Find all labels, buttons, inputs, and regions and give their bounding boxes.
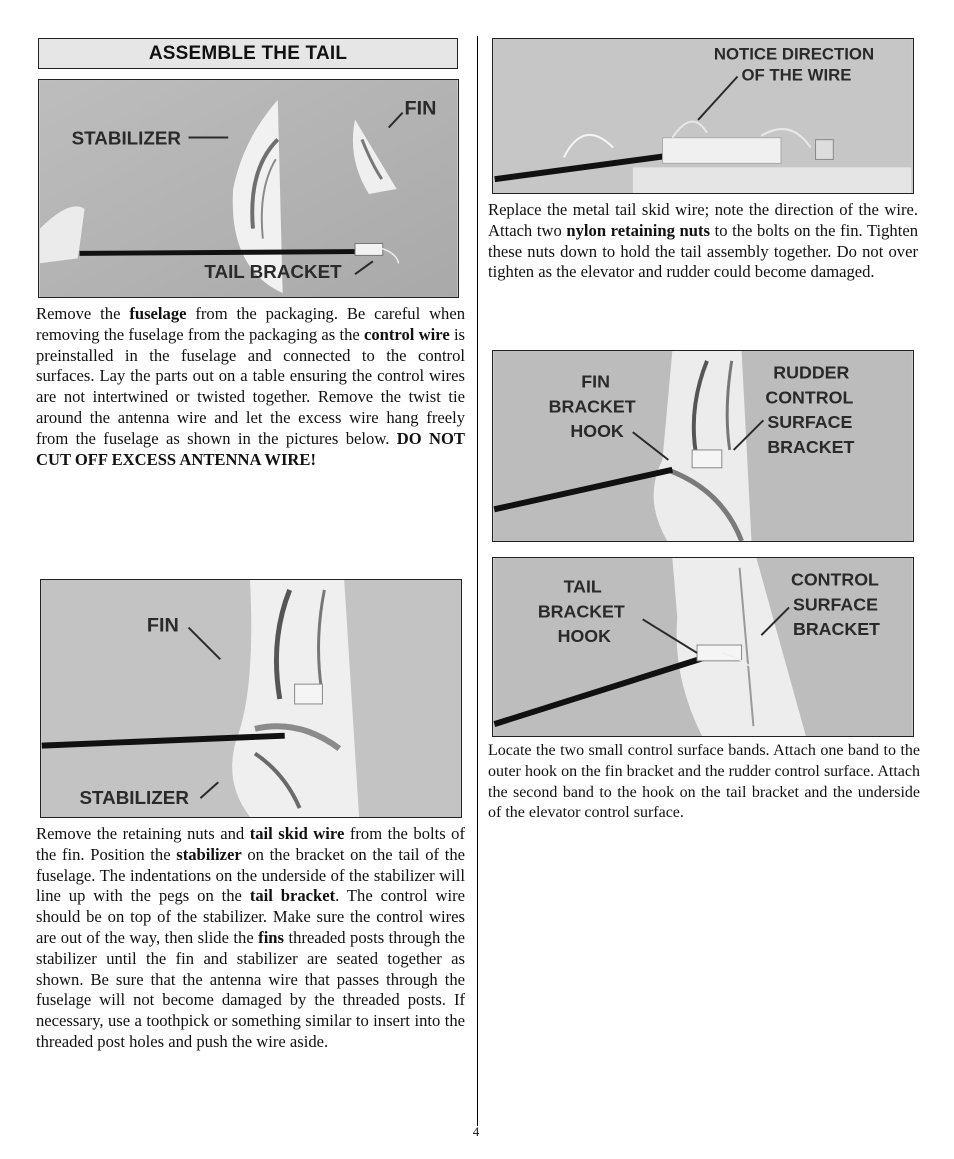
para1-text-1: Remove the xyxy=(36,304,130,323)
label-fin-bracket-hook-2: BRACKET xyxy=(548,396,636,417)
photo-fin-bracket-hook xyxy=(492,350,914,542)
photo-stabilizer-fin xyxy=(40,579,462,818)
label-rudder-bracket-3: SURFACE xyxy=(767,412,853,433)
label-tail-bracket-hook-2: BRACKET xyxy=(537,601,625,622)
paragraph-replace-skid-wire xyxy=(488,200,918,283)
label-stabilizer-2: STABILIZER xyxy=(79,787,189,809)
para2-bold-tail-bracket: tail bracket xyxy=(249,886,336,906)
label-fin-bracket-hook-1: FIN xyxy=(581,371,610,392)
photo-stabilizer-fin-image xyxy=(41,580,461,817)
label-rudder-bracket-2: CONTROL xyxy=(765,387,854,408)
para1-bold-warning: DO NOT CUT OFF EXCESS ANTENNA WIRE! xyxy=(36,428,465,469)
para2-text-1: Remove the retaining nuts and xyxy=(36,824,250,843)
para1-text-2: from the packaging. Be careful when removing the fuselage from the packaging as the xyxy=(36,304,466,344)
label-tail-bracket-hook-1: TAIL xyxy=(563,576,602,597)
page-number: 4 xyxy=(472,1124,480,1139)
para2-text-3: on the bracket on the tail of the fuselage. The indentations on the underside of the stabilizer will line up with the pegs on the xyxy=(36,844,465,906)
photo-tail-bracket-hook-image xyxy=(493,558,913,736)
label-fin-2: FIN xyxy=(146,614,179,637)
photo-wire-direction-image xyxy=(493,39,913,193)
photo-tail-parts-image xyxy=(39,80,458,297)
para1-bold-control-wire: control wire xyxy=(364,324,450,344)
para3-text-1: Replace the metal tail skid wire; note the direction of the wire. Attach two xyxy=(488,200,918,240)
label-control-bracket-3: BRACKET xyxy=(792,619,880,640)
para3-text-2: to the bolts on the fin. Tighten these nuts down to hold the tail assembly together. Do not over tighten as the elevator and rudder could become damaged. xyxy=(488,220,919,282)
para2-text-4: . The control wire should be on top of the stabilizer. Make sure the control wires are out of the way, then slide the xyxy=(36,886,465,947)
section-title xyxy=(38,38,458,69)
photo-tail-bracket-hook xyxy=(492,557,914,737)
para2-text-2: from the bolts of the fin. Position the xyxy=(36,824,466,864)
label-notice-line1: NOTICE DIRECTION xyxy=(713,44,875,64)
column-divider xyxy=(477,36,478,1126)
para2-bold-tail-skid-wire: tail skid wire xyxy=(249,824,345,843)
paragraph-remove-fuselage xyxy=(36,304,465,470)
label-rudder-bracket-1: RUDDER xyxy=(773,362,850,383)
para2-bold-fins: fins xyxy=(258,927,284,947)
photo-wire-direction xyxy=(492,38,914,194)
label-fin-bracket-hook-3: HOOK xyxy=(570,421,624,442)
label-rudder-bracket-4: BRACKET xyxy=(767,436,855,457)
para2-text-5: threaded posts through the stabilizer until the fin and stabilizer are seated together as shown. Be sure that the antenna wire that passes through the fuselage will not become damaged by the threaded posts. If necessary, use a toothpick or something similar to insert into the threaded post holes and push the wire aside. xyxy=(36,927,465,1051)
para3-bold-nylon-nuts: nylon retaining nuts xyxy=(566,220,710,240)
label-tail-bracket: TAIL BRACKET xyxy=(204,261,342,283)
photo-tail-parts xyxy=(38,79,459,298)
para1-bold-fuselage: fuselage xyxy=(129,304,187,323)
label-fin: FIN xyxy=(404,97,437,120)
label-tail-bracket-hook-3: HOOK xyxy=(557,626,611,647)
section-title-text: ASSEMBLE THE TAIL xyxy=(148,42,348,64)
label-notice-line2: OF THE WIRE xyxy=(741,65,852,85)
label-stabilizer: STABILIZER xyxy=(71,127,182,149)
para1-text-3: is preinstalled in the fuselage and connected to the control surfaces. Lay the parts out on a table ensuring the control wires are not intertwined or twisted together. Remove the twist tie around the antenna wire and let the excess wire hang freely from the fuselage as shown in the pictures below. xyxy=(36,324,466,448)
label-control-bracket-1: CONTROL xyxy=(791,569,879,590)
paragraph-position-stabilizer xyxy=(36,824,465,1053)
para2-bold-stabilizer: stabilizer xyxy=(176,844,242,864)
para4-text-1: Locate the two small control surface bands. Attach one band to the outer hook on the fin bracket and the rudder control surface. Attach the second band to the hook on the tail bracket and the underside of the elevator control surface. xyxy=(488,742,920,822)
photo-fin-bracket-hook-image xyxy=(493,351,913,541)
label-control-bracket-2: SURFACE xyxy=(792,594,878,615)
paragraph-control-bands xyxy=(488,741,920,824)
